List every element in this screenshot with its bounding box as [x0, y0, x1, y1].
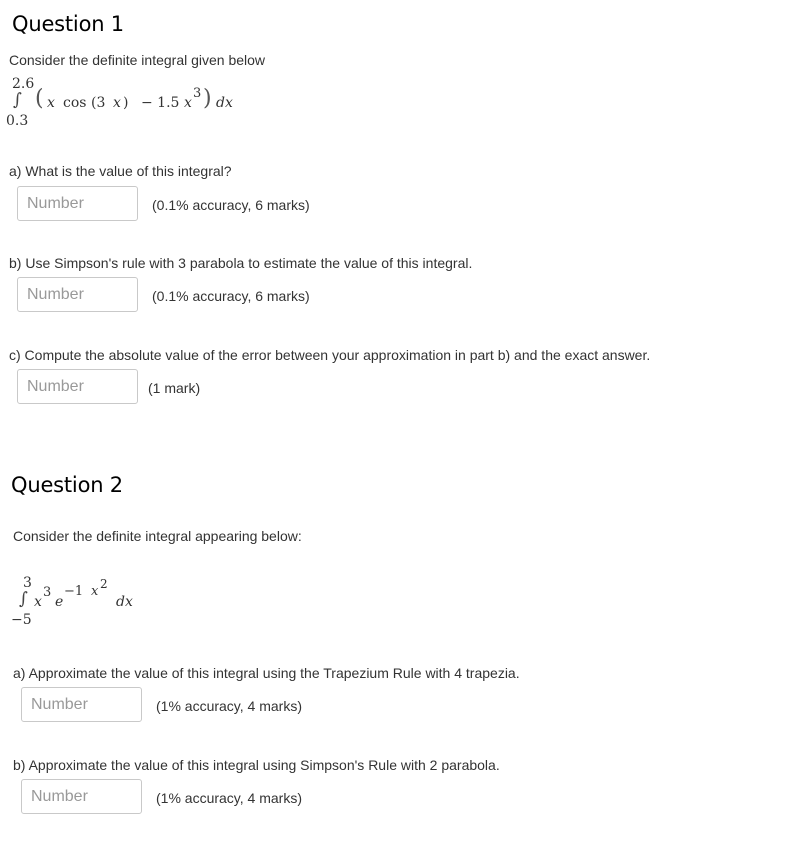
- integral-upper-limit: 3: [23, 575, 32, 591]
- integrand-cos: cos: [63, 95, 87, 111]
- question-2-title: Question 2: [11, 473, 123, 497]
- integrand-var-3: x: [184, 95, 192, 111]
- question-1-part-c-input[interactable]: [17, 369, 138, 404]
- right-paren: ): [203, 86, 212, 111]
- integral-dx: dx: [116, 594, 133, 610]
- question-1-part-b-note: (0.1% accuracy, 6 marks): [152, 288, 310, 304]
- integrand-term-2: − 1.5: [141, 95, 184, 111]
- question-1-integral: [4, 76, 264, 132]
- left-paren: (: [35, 86, 44, 111]
- question-1-part-b-text: b) Use Simpson's rule with 3 parabola to estimate the value of this integral.: [9, 255, 473, 271]
- integral-lower-limit: 0.3: [6, 113, 29, 129]
- integrand-exp-base: e: [55, 594, 64, 610]
- integrand-exponent-power: 2: [100, 577, 108, 591]
- integral-sign: ∫: [13, 90, 22, 110]
- question-2-intro: Consider the definite integral appearing below:: [13, 528, 302, 544]
- question-2-part-a-input[interactable]: [21, 687, 142, 722]
- integrand-arg: (3: [91, 95, 110, 111]
- question-1-part-a-text: a) What is the value of this integral?: [9, 163, 232, 179]
- question-1-intro: Consider the definite integral given below: [9, 52, 266, 68]
- integral-sign: ∫: [19, 589, 28, 609]
- question-2-part-a-note: (1% accuracy, 4 marks): [156, 698, 302, 714]
- question-1-part-c-text: c) Compute the absolute value of the error between your approximation in part b) and the exact answer.: [9, 347, 651, 363]
- question-1-title: Question 1: [12, 12, 124, 36]
- question-2-part-b-text: b) Approximate the value of this integral using Simpson's Rule with 2 parabola.: [13, 757, 500, 773]
- question-2-part-b-input[interactable]: [21, 779, 142, 814]
- integrand-arg-close: ): [123, 95, 129, 111]
- question-2-integral: [10, 575, 170, 631]
- question-1-part-a-note: (0.1% accuracy, 6 marks): [152, 197, 310, 213]
- integrand-exponent-var: x: [91, 584, 99, 599]
- question-2-part-a-text: a) Approximate the value of this integral using the Trapezium Rule with 4 trapezia.: [13, 665, 520, 681]
- question-1-part-a-input[interactable]: [17, 186, 138, 221]
- integrand-var: x: [34, 594, 42, 610]
- integral-upper-limit: 2.6: [12, 76, 35, 92]
- integrand-exponent: −1: [64, 584, 88, 599]
- integrand-power: 3: [193, 86, 202, 101]
- integral-lower-limit: −5: [11, 612, 32, 628]
- question-1-part-b-input[interactable]: [17, 277, 138, 312]
- integrand-power: 3: [43, 585, 52, 600]
- integrand-var-2: x: [113, 95, 121, 111]
- integral-dx: dx: [216, 95, 233, 111]
- question-2-part-b-note: (1% accuracy, 4 marks): [156, 790, 302, 806]
- question-1-part-c-note: (1 mark): [148, 380, 201, 396]
- integrand-var: x: [47, 95, 55, 111]
